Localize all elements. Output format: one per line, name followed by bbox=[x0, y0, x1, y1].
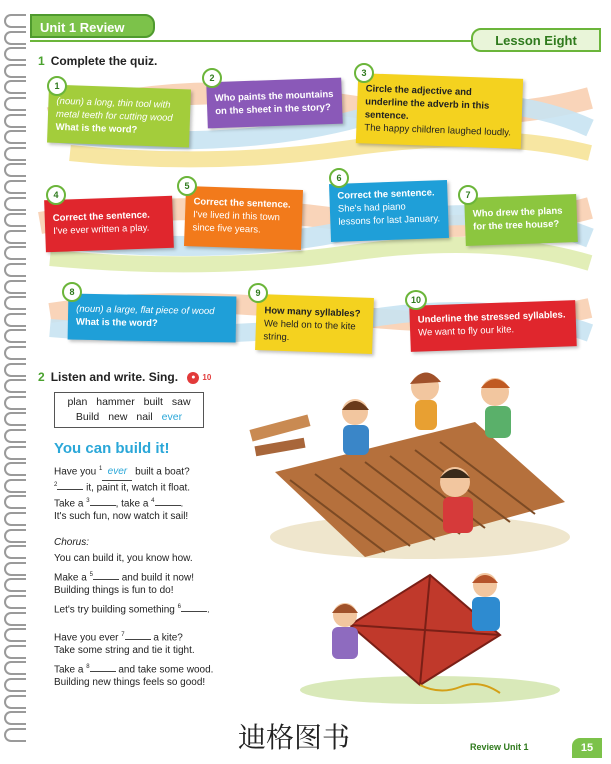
blank-field[interactable] bbox=[155, 494, 181, 506]
quiz-9-question: How many syllables? bbox=[264, 305, 361, 320]
quiz-4-instruction: Correct the sentence. bbox=[52, 209, 151, 224]
blank-field[interactable] bbox=[90, 660, 116, 672]
section2-number: 2 bbox=[38, 370, 45, 384]
quiz-3-sentence: The happy children laughed loudly. bbox=[364, 122, 512, 139]
spiral-ring bbox=[4, 31, 26, 45]
quiz-card-3 bbox=[356, 73, 523, 149]
spiral-ring bbox=[4, 163, 26, 177]
spiral-ring bbox=[4, 296, 26, 310]
spiral-ring bbox=[4, 545, 26, 559]
raft-building-illustration bbox=[245, 362, 575, 562]
quiz-number-7: 7 bbox=[458, 185, 478, 205]
spiral-ring bbox=[4, 263, 26, 277]
quiz-number-4: 4 bbox=[46, 185, 66, 205]
quiz-8-definition: (noun) a large, flat piece of wood bbox=[76, 303, 215, 318]
chorus-label: Chorus: bbox=[54, 537, 90, 548]
word-box bbox=[54, 392, 204, 428]
blank-field[interactable] bbox=[90, 494, 116, 506]
section2-heading bbox=[38, 370, 211, 384]
publisher-watermark: 迪格图书 bbox=[238, 721, 351, 754]
spiral-ring bbox=[4, 313, 26, 327]
song-lyrics bbox=[54, 461, 254, 691]
word-box-word: saw bbox=[171, 396, 191, 408]
quiz-6-instruction: Correct the sentence. bbox=[337, 187, 435, 202]
spiral-ring bbox=[4, 612, 26, 626]
spiral-ring bbox=[4, 114, 26, 128]
word-box-word: ever bbox=[161, 411, 183, 423]
spiral-ring bbox=[4, 529, 26, 543]
spiral-ring bbox=[4, 728, 26, 742]
quiz-10-sentence: We want to fly our kite. bbox=[418, 324, 515, 339]
footer-unit-label: Review Unit 1 bbox=[470, 742, 529, 752]
spiral-ring bbox=[4, 147, 26, 161]
spiral-ring bbox=[4, 645, 26, 659]
spiral-ring bbox=[4, 246, 26, 260]
song-line: Make a $^5$ and build it now! bbox=[54, 567, 254, 583]
quiz-card-6 bbox=[329, 180, 449, 242]
quiz-1-question: What is the word? bbox=[55, 121, 138, 136]
song-line: Building new things feels so good! bbox=[54, 677, 206, 688]
quiz-number-3: 3 bbox=[354, 63, 374, 83]
song-line: Have you ever $^7$ a kite? bbox=[54, 627, 254, 643]
spiral-ring bbox=[4, 695, 26, 709]
song-line: Have you $^1$ ever built a boat? bbox=[54, 461, 254, 477]
unit-tab: Unit 1 Review bbox=[30, 14, 155, 38]
spiral-ring bbox=[4, 346, 26, 360]
quiz-number-5: 5 bbox=[177, 176, 197, 196]
quiz-card-9 bbox=[255, 294, 374, 354]
quiz-number-1: 1 bbox=[47, 76, 67, 96]
quiz-7-question: Who drew the plans for the tree house? bbox=[472, 205, 563, 233]
spiral-ring bbox=[4, 628, 26, 642]
lesson-tab: Lesson Eight bbox=[471, 28, 601, 52]
word-box-word: Build bbox=[75, 411, 100, 423]
spiral-ring bbox=[4, 495, 26, 509]
spiral-ring bbox=[4, 429, 26, 443]
spiral-ring bbox=[4, 379, 26, 393]
spiral-ring bbox=[4, 14, 26, 28]
spiral-ring bbox=[4, 678, 26, 692]
quiz-card-1 bbox=[47, 85, 191, 148]
quiz-10-instruction: Underline the stressed syllables. bbox=[417, 309, 566, 326]
quiz-number-9: 9 bbox=[248, 283, 268, 303]
page-number: 15 bbox=[572, 738, 602, 758]
spiral-binding bbox=[4, 14, 26, 754]
word-box-word: nail bbox=[136, 411, 153, 423]
spiral-ring bbox=[4, 562, 26, 576]
song-line: $^2$ it, paint it, watch it float. bbox=[54, 477, 254, 493]
quiz-6-sentence: She's had piano lessons for last January. bbox=[337, 201, 441, 228]
spiral-ring bbox=[4, 64, 26, 78]
spiral-ring bbox=[4, 412, 26, 426]
kite-illustration bbox=[290, 565, 570, 705]
quiz-3-instruction: Circle the adjective and underline the adverb in this sentence. bbox=[364, 83, 490, 122]
word-box-word: built bbox=[143, 396, 163, 408]
spiral-ring bbox=[4, 446, 26, 460]
song-line: Building things is fun to do! bbox=[54, 585, 174, 596]
spiral-ring bbox=[4, 130, 26, 144]
blank-field[interactable] bbox=[181, 600, 207, 612]
song-line: Take some string and tie it tight. bbox=[54, 645, 195, 656]
spiral-ring bbox=[4, 47, 26, 61]
song-line: You can build it, you know how. bbox=[54, 553, 193, 564]
blank-field[interactable] bbox=[93, 568, 119, 580]
quiz-number-2: 2 bbox=[202, 68, 222, 88]
spiral-ring bbox=[4, 512, 26, 526]
spiral-ring bbox=[4, 711, 26, 725]
quiz-card-8 bbox=[68, 294, 237, 343]
song-title: You can build it! bbox=[54, 440, 170, 457]
spiral-ring bbox=[4, 595, 26, 609]
quiz-card-7 bbox=[464, 194, 578, 246]
audio-track-number: 10 bbox=[202, 373, 212, 383]
blank-field[interactable] bbox=[125, 628, 151, 640]
spiral-ring bbox=[4, 396, 26, 410]
quiz-number-10: 10 bbox=[405, 290, 427, 310]
quiz-card-2 bbox=[206, 78, 343, 129]
song-line: Take a $^3$ , take a $^4$ . bbox=[54, 493, 254, 509]
answer-example: ever bbox=[102, 464, 132, 481]
spiral-ring bbox=[4, 197, 26, 211]
spiral-ring bbox=[4, 479, 26, 493]
blank-field[interactable] bbox=[57, 478, 83, 490]
word-box-word: hammer bbox=[96, 396, 135, 408]
section2-title: Listen and write. Sing. bbox=[50, 370, 179, 384]
quiz-5-sentence: I've lived in this town since five years. bbox=[192, 209, 281, 236]
quiz-9-sentence: We held on to the kite string. bbox=[263, 318, 356, 344]
spiral-ring bbox=[4, 363, 26, 377]
spiral-ring bbox=[4, 230, 26, 244]
song-line: Let's try building something $^6$ . bbox=[54, 599, 254, 615]
spiral-ring bbox=[4, 80, 26, 94]
song-line: It's such fun, now watch it sail! bbox=[54, 511, 189, 522]
quiz-card-10 bbox=[409, 300, 577, 352]
spiral-ring bbox=[4, 213, 26, 227]
spiral-ring bbox=[4, 462, 26, 476]
quiz-1-definition: (noun) a long, thin tool with metal teeth for cutting wood bbox=[55, 95, 173, 124]
word-box-word: plan bbox=[67, 396, 88, 408]
quiz-card-4 bbox=[44, 196, 174, 252]
spiral-ring bbox=[4, 661, 26, 675]
quiz-number-8: 8 bbox=[62, 282, 82, 302]
quiz-4-sentence: I've ever written a play. bbox=[53, 222, 150, 237]
quiz-8-question: What is the word? bbox=[75, 316, 158, 330]
spiral-ring bbox=[4, 280, 26, 294]
section1-title: Complete the quiz. bbox=[50, 54, 158, 68]
section1-number: 1 bbox=[38, 54, 45, 68]
spiral-ring bbox=[4, 578, 26, 592]
audio-cd-icon[interactable]: ● bbox=[187, 372, 199, 384]
quiz-card-5 bbox=[184, 186, 303, 250]
spiral-ring bbox=[4, 329, 26, 343]
quiz-number-6: 6 bbox=[329, 168, 349, 188]
quiz-2-question: Who paints the mountains on the sheet in the story? bbox=[214, 88, 334, 118]
quiz-5-instruction: Correct the sentence. bbox=[193, 196, 291, 211]
word-box-word: new bbox=[108, 411, 128, 423]
spiral-ring bbox=[4, 180, 26, 194]
spiral-ring bbox=[4, 97, 26, 111]
song-line: Take a $^8$ and take some wood. bbox=[54, 659, 254, 675]
